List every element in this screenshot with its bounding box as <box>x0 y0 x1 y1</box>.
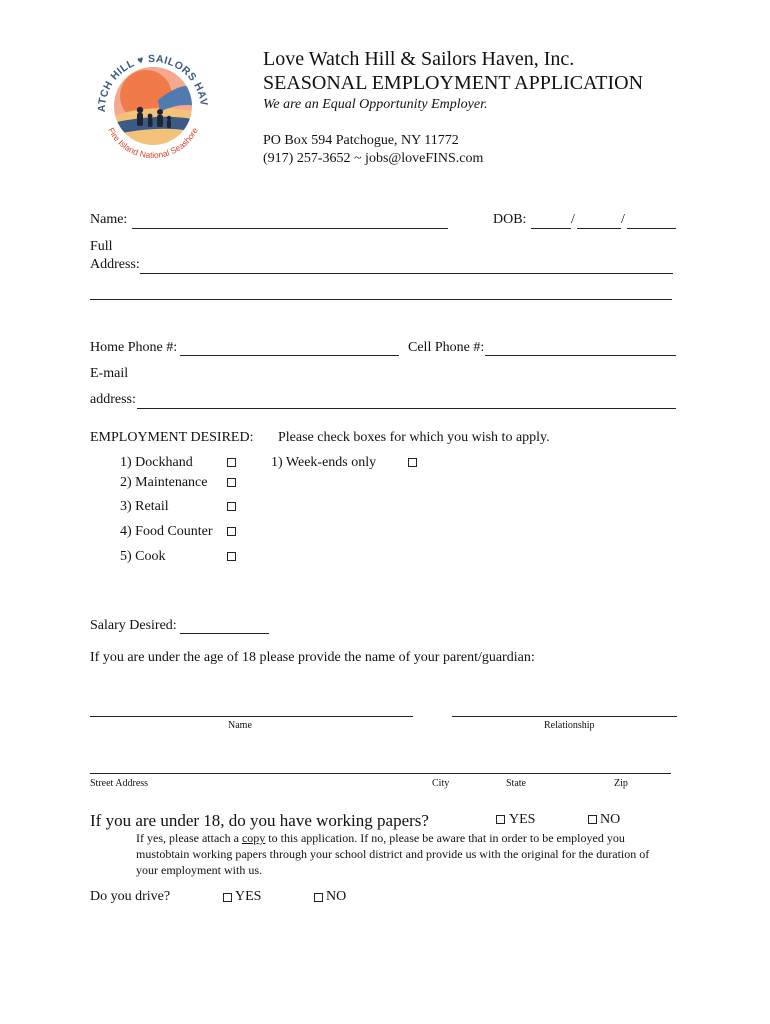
eeo-tagline: We are an Equal Opportunity Employer. <box>263 97 488 112</box>
home-phone-field[interactable] <box>180 355 399 356</box>
note-post: to this application. If no, please be aware that in order to be employed you <box>265 831 625 845</box>
guardian-name-caption: Name <box>228 720 252 731</box>
note-pre: If yes, please attach a <box>136 831 242 845</box>
working-papers-no-checkbox[interactable] <box>588 815 597 824</box>
working-papers-yes-checkbox[interactable] <box>496 815 505 824</box>
logo <box>88 40 218 170</box>
working-papers-note-line2: mustobtain working papers through your school district and provide us with the original for the duration of <box>136 847 650 861</box>
cell-phone-field[interactable] <box>485 355 676 356</box>
dob-year-field[interactable] <box>627 228 676 229</box>
street-address-caption: Street Address <box>90 778 149 789</box>
logo-arc-bottom: Fire Island National Seashore <box>106 125 200 161</box>
full-label: Full <box>90 239 113 254</box>
drive-question: Do you drive? <box>90 889 171 904</box>
position-cook-checkbox[interactable] <box>227 552 236 561</box>
home-phone-label: Home Phone #: <box>90 340 178 355</box>
position-food-counter-checkbox[interactable] <box>227 527 236 536</box>
weekends-only-checkbox[interactable] <box>408 458 417 467</box>
logo-graphic <box>88 40 218 170</box>
state-caption: State <box>506 778 526 789</box>
zip-caption: Zip <box>614 778 628 789</box>
working-papers-no-label: NO <box>600 812 621 827</box>
salary-field[interactable] <box>180 633 269 634</box>
city-caption: City <box>432 778 450 789</box>
dob-slash-2: / <box>621 212 625 227</box>
drive-yes-checkbox[interactable] <box>223 893 232 902</box>
email-label: E-mail <box>90 366 129 381</box>
guardian-relationship-caption: Relationship <box>544 720 595 731</box>
guardian-street-field[interactable] <box>90 773 671 774</box>
position-maintenance-checkbox[interactable] <box>227 478 236 487</box>
employment-instruction: Please check boxes for which you wish to apply. <box>278 430 550 445</box>
drive-no-label: NO <box>326 889 347 904</box>
email-field[interactable] <box>137 408 676 409</box>
position-dockhand-checkbox[interactable] <box>227 458 236 467</box>
position-cook-label: 5) Cook <box>120 549 166 564</box>
salary-label: Salary Desired: <box>90 618 177 633</box>
name-label: Name: <box>90 212 128 227</box>
weekends-only-label: 1) Week-ends only <box>271 455 377 470</box>
dob-day-field[interactable] <box>577 228 621 229</box>
position-maintenance-label: 2) Maintenance <box>120 475 208 490</box>
logo-arc-top: ATCH HILL ♥ SAILORS HAV <box>95 52 210 113</box>
position-dockhand-label: 1) Dockhand <box>120 455 193 470</box>
working-papers-yes-label: YES <box>509 812 536 827</box>
working-papers-note-line3: your employment with us. <box>136 863 262 877</box>
cell-phone-label: Cell Phone #: <box>408 340 485 355</box>
name-field[interactable] <box>132 228 448 229</box>
working-papers-question: If you are under 18, do you have working papers? <box>90 811 429 830</box>
guardian-prompt: If you are under the age of 18 please provide the name of your parent/guardian: <box>90 650 535 665</box>
email-address-label: address: <box>90 392 136 407</box>
position-retail-label: 3) Retail <box>120 499 169 514</box>
dob-label: DOB: <box>493 212 527 227</box>
mailing-address: PO Box 594 Patchogue, NY 11772 <box>263 133 459 148</box>
address-field-line2[interactable] <box>90 299 672 300</box>
contact-info: (917) 257-3652 ~ jobs@loveFINS.com <box>263 151 484 166</box>
address-label: Address: <box>90 257 140 272</box>
dob-slash-1: / <box>571 212 575 227</box>
drive-yes-label: YES <box>235 889 262 904</box>
employment-label: EMPLOYMENT DESIRED: <box>90 430 254 445</box>
address-field[interactable] <box>140 273 673 274</box>
org-name: Love Watch Hill & Sailors Haven, Inc. <box>263 48 575 70</box>
page-title: SEASONAL EMPLOYMENT APPLICATION <box>263 72 644 94</box>
guardian-relationship-field[interactable] <box>452 716 677 717</box>
copy-link: copy <box>241 831 266 845</box>
drive-no-checkbox[interactable] <box>314 893 323 902</box>
working-papers-note-line1 <box>136 831 625 846</box>
guardian-name-field[interactable] <box>90 716 413 717</box>
position-retail-checkbox[interactable] <box>227 502 236 511</box>
dob-month-field[interactable] <box>531 228 571 229</box>
position-food-counter-label: 4) Food Counter <box>120 524 213 539</box>
